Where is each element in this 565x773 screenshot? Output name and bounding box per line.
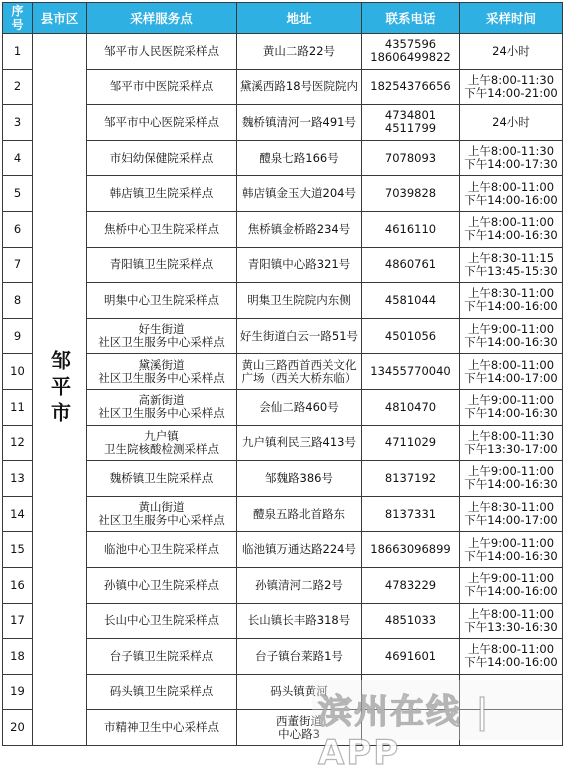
time-cell-line: 上午9:00-11:00 [467, 393, 555, 408]
table-row [3, 211, 563, 247]
phone-cell [362, 211, 460, 247]
address-cell [237, 639, 362, 675]
time-cell-line: 下午14:00-16:30 [464, 477, 558, 492]
time-cell [460, 69, 563, 105]
table-row [3, 710, 563, 746]
row-number: 2 [3, 69, 33, 105]
table-row [3, 283, 563, 319]
header-seq-line2: 号 [11, 18, 24, 32]
phone-cell-line: 7039828 [384, 186, 437, 201]
phone-cell [362, 496, 460, 532]
address-cell [237, 283, 362, 319]
site-cell-line: 青阳镇卫生院采样点 [109, 257, 214, 272]
phone-cell [362, 140, 460, 176]
time-cell [460, 354, 563, 390]
row-number: 15 [3, 532, 33, 568]
phone-cell [362, 532, 460, 568]
site-cell-line: 市妇幼保健院采样点 [109, 150, 214, 165]
time-cell [460, 283, 563, 319]
address-cell-line: 孙镇清河二路2号 [255, 577, 343, 592]
phone-cell [362, 639, 460, 675]
time-cell [460, 461, 563, 497]
site-cell-line: 魏桥镇卫生院采样点 [109, 470, 214, 485]
time-cell [460, 140, 563, 176]
address-cell [237, 247, 362, 283]
time-cell-line: 上午9:00-11:00 [467, 464, 555, 479]
time-cell-line: 上午8:00-11:30 [467, 144, 555, 159]
table-row [3, 34, 563, 70]
address-cell [237, 34, 362, 70]
phone-cell-line: 7078093 [384, 150, 437, 165]
site-cell [87, 461, 237, 497]
site-cell [87, 211, 237, 247]
time-cell-line: 下午14:00-16:00 [464, 584, 558, 599]
table-row [3, 532, 563, 568]
phone-cell [362, 105, 460, 141]
phone-cell [362, 176, 460, 212]
time-cell [460, 496, 563, 532]
address-cell-line: 醴泉五路北首路东 [253, 506, 345, 521]
time-cell-line: 24小时 [492, 114, 530, 129]
site-cell-line: 孙镇中心卫生院采样点 [104, 577, 219, 592]
address-cell [237, 461, 362, 497]
site-cell [87, 140, 237, 176]
address-cell-line: 好生街道白云一路51号 [239, 328, 359, 343]
site-cell [87, 603, 237, 639]
time-cell-line: 24小时 [492, 43, 530, 58]
phone-cell-line: 18663096899 [370, 542, 451, 557]
address-cell-line: 九户镇利民三路413号 [242, 435, 356, 450]
time-cell-line: 下午14:00-16:30 [464, 228, 558, 243]
row-number: 12 [3, 425, 33, 461]
phone-cell [362, 354, 460, 390]
table-row [3, 425, 563, 461]
phone-cell [362, 389, 460, 425]
phone-cell-line: 4783229 [384, 577, 437, 592]
table-row [3, 639, 563, 675]
address-cell [237, 354, 362, 390]
site-cell [87, 176, 237, 212]
site-cell-line: 邹平市中医院采样点 [109, 79, 214, 94]
watermark-text: 滨州在线 | APP [318, 692, 491, 773]
row-number: 16 [3, 567, 33, 603]
row-number: 7 [3, 247, 33, 283]
address-cell-line: 中心路3 [278, 726, 320, 741]
time-cell-line: 下午14:00-16:00 [464, 655, 558, 670]
time-cell-line: 上午8:00-11:30 [467, 72, 555, 87]
time-cell-line: 上午8:00-11:00 [467, 215, 555, 230]
time-cell-line: 上午9:00-11:00 [467, 322, 555, 337]
address-cell [237, 69, 362, 105]
address-cell [237, 674, 362, 710]
address-cell [237, 532, 362, 568]
time-cell-line: 上午8:30-11:00 [467, 500, 555, 515]
site-cell [87, 283, 237, 319]
site-cell-line: 社区卫生服务中心采样点 [98, 370, 225, 385]
address-cell [237, 140, 362, 176]
time-cell-line: 下午13:30-17:00 [464, 441, 558, 456]
phone-cell [362, 318, 460, 354]
phone-cell [362, 461, 460, 497]
site-cell-line: 临池中心卫生院采样点 [104, 542, 219, 557]
table-row [3, 105, 563, 141]
address-cell-line: 黄山二路22号 [262, 43, 336, 58]
address-cell [237, 567, 362, 603]
phone-cell [362, 425, 460, 461]
time-cell [460, 603, 563, 639]
phone-cell-line: 18606499822 [370, 50, 451, 65]
table-row [3, 176, 563, 212]
time-cell [460, 389, 563, 425]
phone-cell-line: 8137192 [384, 470, 437, 485]
phone-cell [362, 567, 460, 603]
phone-cell-line: 4734801 [384, 108, 437, 123]
table-row [3, 140, 563, 176]
site-cell [87, 247, 237, 283]
time-cell-line: 下午14:00-16:00 [464, 192, 558, 207]
time-cell [460, 176, 563, 212]
header-seq [3, 3, 33, 34]
phone-cell-line: 13455770040 [370, 364, 451, 379]
site-cell-line: 好生街道 [138, 322, 185, 337]
site-cell-line: 市精神卫生中心采样点 [104, 720, 219, 735]
phone-cell-line: 4511799 [384, 121, 437, 136]
header-address: 地址 [237, 3, 362, 34]
phone-cell [362, 710, 460, 746]
site-cell [87, 105, 237, 141]
site-cell [87, 532, 237, 568]
phone-cell-line: 18254376656 [370, 79, 451, 94]
row-number: 8 [3, 283, 33, 319]
time-cell-line: 上午9:00-11:00 [467, 571, 555, 586]
time-cell-line: 上午8:00-11:00 [467, 357, 555, 372]
site-cell-line: 社区卫生服务中心采样点 [98, 513, 225, 528]
site-cell-line: 长山中心卫生院采样点 [104, 613, 219, 628]
row-number: 1 [3, 34, 33, 70]
row-number: 17 [3, 603, 33, 639]
address-cell [237, 389, 362, 425]
address-cell-line: 会仙二路460号 [259, 399, 339, 414]
time-cell [460, 34, 563, 70]
address-cell-line: 魏桥镇清河一路491号 [242, 114, 356, 129]
time-cell-line: 下午14:00-17:00 [464, 513, 558, 528]
row-number: 13 [3, 461, 33, 497]
time-cell-line: 下午14:00-16:30 [464, 335, 558, 350]
address-cell [237, 105, 362, 141]
address-cell-line: 醴泉七路166号 [259, 150, 339, 165]
site-cell [87, 69, 237, 105]
phone-cell [362, 247, 460, 283]
address-cell [237, 710, 362, 746]
phone-cell [362, 283, 460, 319]
address-cell [237, 425, 362, 461]
site-cell [87, 354, 237, 390]
site-cell-line: 社区卫生服务中心采样点 [98, 406, 225, 421]
address-cell-line: 临池镇万通达路224号 [242, 542, 356, 557]
table-row [3, 318, 563, 354]
address-cell [237, 318, 362, 354]
time-cell-line: 下午14:00-16:30 [464, 548, 558, 563]
time-cell-line: 上午8:00-11:00 [467, 179, 555, 194]
table-body [3, 34, 563, 746]
phone-cell [362, 34, 460, 70]
phone-cell-line: 8137331 [384, 506, 437, 521]
address-cell [237, 603, 362, 639]
phone-cell [362, 603, 460, 639]
site-cell-line: 邹平市中心医院采样点 [104, 114, 219, 129]
address-cell-line: 黄山三路西首西关文化 [241, 357, 357, 372]
table-row [3, 567, 563, 603]
time-cell [460, 318, 563, 354]
table-row [3, 496, 563, 532]
site-cell [87, 34, 237, 70]
table-row [3, 354, 563, 390]
time-cell-line: 下午13:30-16:30 [464, 619, 558, 634]
time-cell [460, 211, 563, 247]
site-cell-line: 黛溪街道 [138, 357, 185, 372]
phone-cell-line: 4810470 [384, 399, 437, 414]
row-number: 10 [3, 354, 33, 390]
time-cell-line: 下午14:00-17:00 [464, 370, 558, 385]
site-cell-line: 焦桥中心卫生院采样点 [104, 221, 219, 236]
phone-cell-line: 4357596 [384, 37, 437, 52]
time-cell [460, 532, 563, 568]
phone-cell-line: 4851033 [384, 613, 437, 628]
address-cell-line: 邹魏路386号 [265, 470, 333, 485]
site-cell [87, 710, 237, 746]
address-cell-line: 明集卫生院院内东侧 [247, 292, 351, 307]
address-cell [237, 211, 362, 247]
phone-cell-line: 4860761 [384, 257, 437, 272]
address-cell-line: 焦桥镇金桥路234号 [247, 221, 351, 236]
address-cell-line: 码头镇黄河 [270, 684, 328, 699]
row-number: 20 [3, 710, 33, 746]
site-cell [87, 389, 237, 425]
site-cell-line: 明集中心卫生院采样点 [104, 292, 219, 307]
header-time: 采样时间 [460, 3, 563, 34]
address-cell-line: 广场（西关大桥东临） [241, 370, 357, 385]
row-number: 18 [3, 639, 33, 675]
time-cell [460, 425, 563, 461]
row-number: 4 [3, 140, 33, 176]
address-cell-line: 韩店镇金玉大道204号 [242, 186, 356, 201]
address-cell-line: 黛溪西路18号医院院内 [239, 79, 359, 94]
time-cell-line: 上午9:00-11:00 [467, 535, 555, 550]
table-row [3, 389, 563, 425]
address-cell-line: 青阳镇中心路321号 [247, 257, 351, 272]
site-cell-line: 卫生院核酸检测采样点 [104, 441, 219, 456]
table-row [3, 247, 563, 283]
time-cell [460, 567, 563, 603]
row-number: 14 [3, 496, 33, 532]
table-row [3, 461, 563, 497]
row-number: 19 [3, 674, 33, 710]
site-cell [87, 674, 237, 710]
time-cell-line: 下午14:00-16:00 [464, 299, 558, 314]
time-cell-line: 下午14:00-17:30 [464, 157, 558, 172]
county-cell: 邹平市 [33, 34, 87, 746]
address-cell [237, 176, 362, 212]
time-cell-line: 下午14:00-16:30 [464, 406, 558, 421]
header-county: 县市区 [33, 3, 87, 34]
phone-cell-line: 4711029 [384, 435, 437, 450]
table-row [3, 674, 563, 710]
row-number: 9 [3, 318, 33, 354]
site-cell-line: 台子镇卫生院采样点 [109, 648, 214, 663]
site-cell-line: 邹平市人民医院采样点 [104, 43, 219, 58]
address-cell-line: 西董街道 [276, 713, 322, 728]
time-cell [460, 639, 563, 675]
time-cell [460, 105, 563, 141]
row-number: 5 [3, 176, 33, 212]
time-cell-line: 上午8:00-11:00 [467, 606, 555, 621]
address-cell [237, 496, 362, 532]
site-cell-line: 韩店镇卫生院采样点 [109, 186, 214, 201]
site-cell [87, 425, 237, 461]
header-seq-line1: 序 [11, 4, 24, 18]
table-row [3, 69, 563, 105]
time-cell-line: 上午8:00-11:30 [467, 428, 555, 443]
site-cell [87, 639, 237, 675]
site-cell-line: 九户镇 [144, 428, 179, 443]
row-number: 11 [3, 389, 33, 425]
header-phone: 联系电话 [362, 3, 460, 34]
phone-cell [362, 674, 460, 710]
site-cell [87, 318, 237, 354]
site-cell-line: 社区卫生服务中心采样点 [98, 335, 225, 350]
sampling-points-table [2, 2, 563, 746]
site-cell [87, 496, 237, 532]
header-row [3, 3, 563, 34]
time-cell [460, 674, 563, 710]
time-cell-line: 下午13:45-15:30 [464, 263, 558, 278]
time-cell-line: 上午8:30-11:00 [467, 286, 555, 301]
phone-cell-line: 4501056 [384, 328, 437, 343]
site-cell-line: 高新街道 [138, 393, 185, 408]
address-cell-line: 长山镇长丰路318号 [247, 613, 351, 628]
time-cell-line: 上午8:30-11:15 [467, 250, 555, 265]
address-cell-line: 台子镇台莱路1号 [255, 648, 343, 663]
phone-cell-line: 4691601 [384, 648, 437, 663]
phone-cell [362, 69, 460, 105]
phone-cell-line: 4616110 [384, 221, 437, 236]
site-cell-line: 黄山街道 [138, 500, 185, 515]
site-cell-line: 码头镇卫生院采样点 [109, 684, 214, 699]
table-row [3, 603, 563, 639]
site-cell [87, 567, 237, 603]
phone-cell-line: 4581044 [384, 292, 437, 307]
time-cell [460, 710, 563, 746]
time-cell-line: 下午14:00-21:00 [464, 85, 558, 100]
row-number: 3 [3, 105, 33, 141]
header-site: 采样服务点 [87, 3, 237, 34]
time-cell [460, 247, 563, 283]
row-number: 6 [3, 211, 33, 247]
time-cell-line: 上午8:00-11:00 [467, 642, 555, 657]
